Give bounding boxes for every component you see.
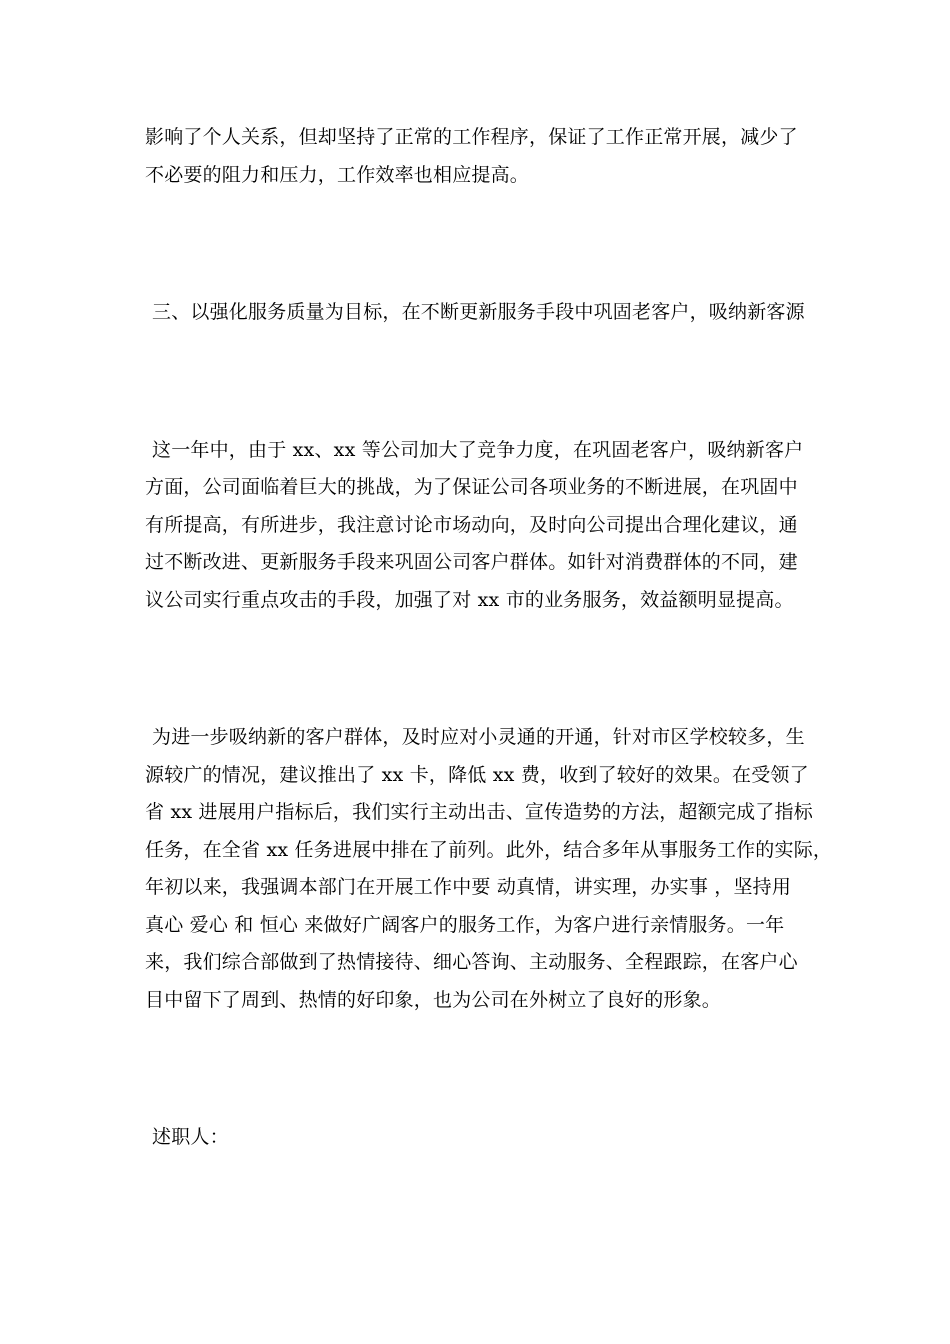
paragraph-line: 目中留下了周到、热情的好印象，也为公司在外树立了良好的形象。 [145,989,722,1011]
section-heading: 三、以强化服务质量为目标，在不断更新服务手段中巩固老客户，吸纳新客源 [152,301,805,323]
paragraph-line: 来，我们综合部做到了热情接待、细心答询、主动服务、全程跟踪，在客户心 [145,951,798,973]
paragraph-line: 任务，在全省 xx 任务进展中排在了前列。此外，结合多年从事服务工作的实际， [145,839,833,861]
paragraph-line: 源较广的情况，建议推出了 xx 卡，降低 xx 费，收到了较好的效果。在受领了 [145,764,809,786]
paragraph-line: 有所提高，有所进步，我注意讨论市场动向，及时向公司提出合理化建议，通 [145,514,798,536]
paragraph-line: 方面，公司面临着巨大的挑战，为了保证公司各项业务的不断进展，在巩固中 [145,476,798,498]
signature-label: 述职人： [152,1126,229,1148]
paragraph-line: 为进一步吸纳新的客户群体，及时应对小灵通的开通，针对市区学校较多，生 [152,726,805,748]
paragraph-line: 不必要的阻力和压力，工作效率也相应提高。 [145,164,530,186]
paragraph-line: 年初以来，我强调本部门在开展工作中要 动真情，讲实理，办实事 ，坚持用 [145,876,792,898]
paragraph-line: 议公司实行重点攻击的手段，加强了对 xx 市的业务服务，效益额明显提高。 [145,589,794,611]
paragraph-line: 省 xx 进展用户指标后，我们实行主动出击、宣传造势的方法，超额完成了指标 [145,801,813,823]
paragraph-line: 影响了个人关系，但却坚持了正常的工作程序，保证了工作正常开展，减少了 [145,126,798,148]
paragraph-line: 真心 爱心 和 恒心 来做好广阔客户的服务工作，为客户进行亲情服务。一年 [145,914,785,936]
paragraph-line: 过不断改进、更新服务手段来巩固公司客户群体。如针对消费群体的不同，建 [145,551,798,573]
paragraph-line: 这一年中，由于 xx、xx 等公司加大了竞争力度，在巩固老客户，吸纳新客户 [152,439,804,461]
